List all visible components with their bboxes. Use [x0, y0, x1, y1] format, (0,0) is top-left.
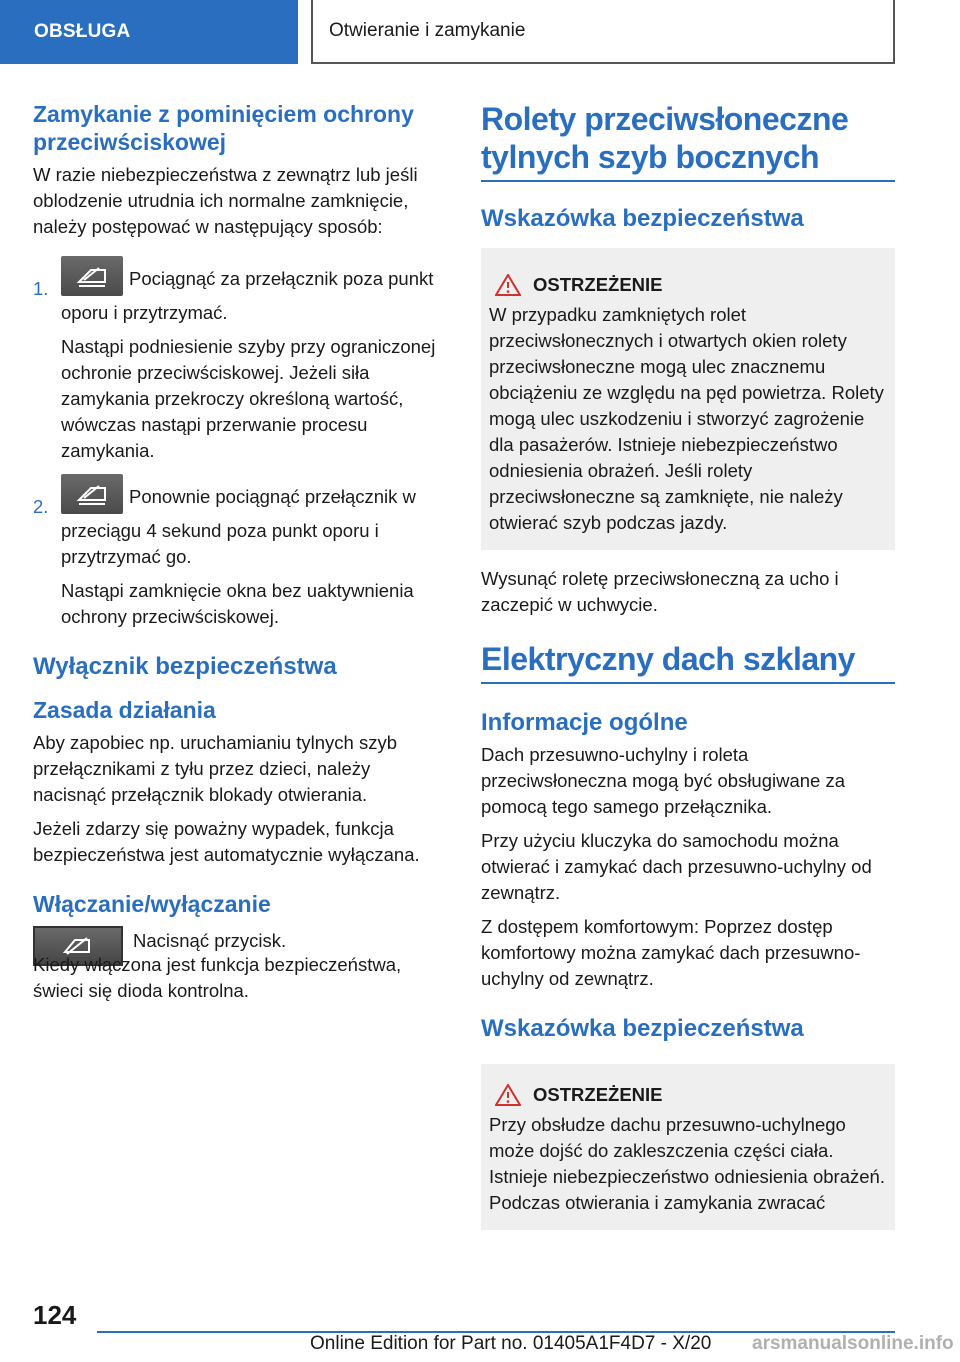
page-number: 124	[33, 1300, 77, 1330]
warning-box-1	[481, 248, 895, 550]
blinds-text: Wysunąć roletę przeciwsłoneczną za ucho i zaczepić w uchwycie.	[481, 568, 839, 615]
section-tab	[0, 0, 298, 64]
warning-text: Przy obsłudze dachu przesuwno-uchylnego może dojść do zakleszczenia części ciała. Istnieje niebezpieczeństwo odniesienia obrażeń. Podczas otwierania i zamykania zwracać	[489, 1114, 885, 1213]
section-title: OBSŁUGA	[34, 21, 131, 42]
edition-text: Online Edition for Part no. 01405A1F4D7 - X/20	[310, 1333, 712, 1354]
chapter-header	[311, 0, 895, 64]
warning-text: W przypadku zamkniętych rolet przeciwsłonecznych i otwartych okien rolety przeciwsłoneczne mogą ulec znacznemu obciążeniu ze względu na pęd powietrza. Rolety mogą ulec uszkodzeniu i stworzyć zagrożenie dla pasażerów. Istnieje niebezpieczeństwo odniesienia obrażeń. Jeśli rolety przeciwsłoneczne są zamknięte, nie należy otwierać szyb podczas jazdy.	[489, 304, 884, 533]
window-switch-icon	[61, 256, 123, 296]
step-number: 2.	[33, 496, 49, 517]
step-2	[33, 478, 448, 630]
step-text: Ponownie pociągnąć przełącznik w przeciągu 4 sekund poza punkt oporu i przytrzymać go.	[61, 485, 416, 567]
bypass-heading: Zamykanie z pominięciem ochrony przeciwściskowej	[33, 101, 414, 155]
step-note: Nastąpi podniesienie szyby przy ograniczonej ochronie przeciwściskowej. Jeżeli siła zamykania przekroczy określoną wartość, wówczas nastąpi przerwanie procesu zamykania.	[61, 336, 436, 461]
right-column	[481, 100, 895, 1230]
roof-heading: Elektryczny dach szklany	[481, 641, 855, 677]
window-switch-icon	[61, 474, 123, 514]
toggle-heading: Włączanie/wyłączanie	[33, 891, 271, 917]
warning-title: OSTRZEŻENIE	[489, 1084, 887, 1106]
roof-heading-block	[481, 640, 895, 684]
safety-note-heading: Wskazówka bezpieczeństwa	[481, 205, 804, 232]
general-text-2: Przy użyciu kluczyka do samochodu można otwierać i zamykać dach przesuwno-uchylny od zewnątrz.	[481, 830, 872, 903]
general-text-1: Dach przesuwno-uchylny i roleta przeciwsłoneczna mogą być obsługiwane za pomocą tego samego przełącznika.	[481, 744, 846, 817]
safety-note-heading-2: Wskazówka bezpieczeństwa	[481, 1015, 804, 1042]
step-number: 1.	[33, 278, 49, 299]
step-1	[33, 260, 448, 464]
warning-box-2	[481, 1064, 895, 1230]
general-text-3: Z dostępem komfortowym: Poprzez dostęp komfortowy można zamykać dach przesuwno-uchylny od zewnątrz.	[481, 916, 861, 989]
warning-triangle-icon	[495, 1084, 521, 1106]
warning-title: OSTRZEŻENIE	[489, 274, 887, 296]
principle-text-1: Aby zapobiec np. uruchamianiu tylnych szyb przełącznikami z tyłu przez dzieci, należy nacisnąć przełącznik blokady otwierania.	[33, 732, 398, 805]
bypass-intro: W razie niebezpieczeństwa z zewnątrz lub jeśli oblodzenie utrudnia ich normalne zamknięcie, należy postępować w następujący sposób:	[33, 164, 418, 237]
step-note: Nastąpi zamknięcie okna bez uaktywnienia ochrony przeciwściskowej.	[61, 580, 414, 627]
safety-switch-heading: Wyłącznik bezpieczeństwa	[33, 653, 337, 680]
toggle-text-1: Nacisnąć przycisk.	[133, 930, 287, 951]
principle-text-2: Jeżeli zdarzy się poważny wypadek, funkcja bezpieczeństwa jest automatycznie wyłączana.	[33, 818, 420, 865]
blinds-heading-block	[481, 100, 895, 182]
toggle-text-2: Kiedy włączona jest funkcja bezpieczeństwa, świeci się dioda kontrolna.	[33, 954, 402, 1001]
watermark-brand: arsmanualsonline.info	[752, 1333, 954, 1354]
general-heading: Informacje ogólne	[481, 709, 688, 736]
left-column	[33, 100, 448, 1012]
chapter-title: Otwieranie i zamykanie	[329, 20, 526, 41]
blinds-heading: Rolety przeciwsłoneczne tylnych szyb bocznych	[481, 101, 849, 175]
principle-heading: Zasada działania	[33, 697, 216, 723]
step-text: Pociągnąć za przełącznik poza punkt oporu i przytrzymać.	[61, 267, 434, 323]
warning-triangle-icon	[495, 274, 521, 296]
